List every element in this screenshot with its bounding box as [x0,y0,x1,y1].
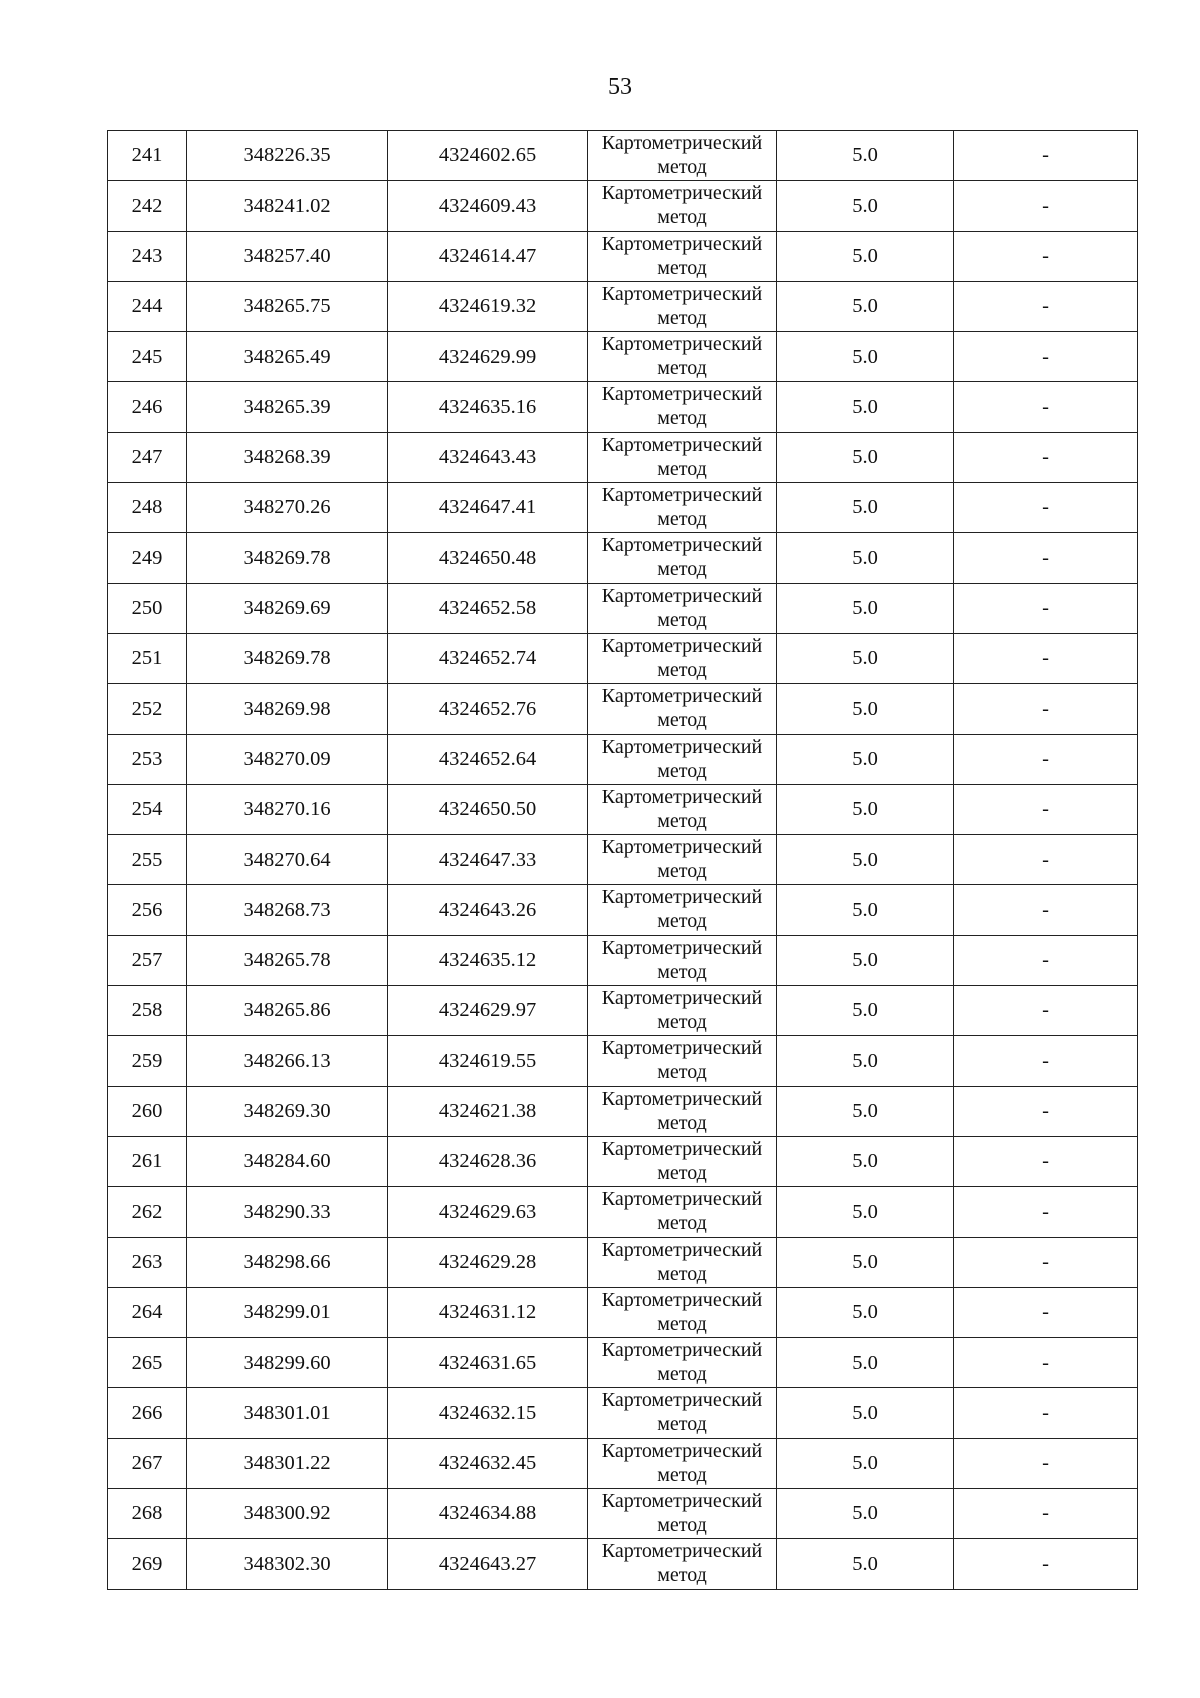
note-cell: - [954,1136,1138,1186]
x-coordinate-cell: 348299.01 [187,1287,388,1337]
method-cell [588,1187,777,1237]
point-number-cell: 261 [108,1136,187,1186]
x-coordinate-cell: 348301.22 [187,1438,388,1488]
method-text: метод [657,1413,707,1436]
method-text: Картометрический [601,333,763,356]
method-text: Картометрический [601,1238,763,1261]
y-coordinate-cell: 4324628.36 [388,1136,588,1186]
x-coordinate-cell: 348290.33 [187,1187,388,1237]
point-number-cell: 246 [108,382,187,432]
method-text: Картометрический [601,1137,763,1160]
method-text: Картометрический [601,1389,763,1412]
table-row [108,382,1138,432]
x-coordinate-cell: 348270.16 [187,784,388,834]
note-cell: - [954,1539,1138,1589]
accuracy-cell: 5.0 [777,533,954,583]
table-row [108,784,1138,834]
table-row [108,1438,1138,1488]
note-cell: - [954,131,1138,181]
point-number-cell: 243 [108,231,187,281]
x-coordinate-cell: 348268.73 [187,885,388,935]
method-text: Картометрический [601,1188,763,1211]
y-coordinate-cell: 4324621.38 [388,1086,588,1136]
method-cell [588,1438,777,1488]
method-text: Картометрический [601,1540,763,1563]
accuracy-cell: 5.0 [777,1489,954,1539]
method-text: Картометрический [601,634,763,657]
x-coordinate-cell: 348270.09 [187,734,388,784]
table-body [108,131,1138,1590]
x-coordinate-cell: 348300.92 [187,1489,388,1539]
accuracy-cell: 5.0 [777,935,954,985]
point-number-cell: 264 [108,1287,187,1337]
method-cell [588,483,777,533]
point-number-cell: 265 [108,1338,187,1388]
y-coordinate-cell: 4324635.12 [388,935,588,985]
note-cell: - [954,1187,1138,1237]
point-number-cell: 245 [108,332,187,382]
x-coordinate-cell: 348269.78 [187,633,388,683]
y-coordinate-cell: 4324643.27 [388,1539,588,1589]
point-number-cell: 255 [108,835,187,885]
table-row [108,181,1138,231]
accuracy-cell: 5.0 [777,583,954,633]
point-number-cell: 268 [108,1489,187,1539]
y-coordinate-cell: 4324631.12 [388,1287,588,1337]
point-number-cell: 266 [108,1388,187,1438]
y-coordinate-cell: 4324652.64 [388,734,588,784]
x-coordinate-cell: 348226.35 [187,131,388,181]
y-coordinate-cell: 4324643.26 [388,885,588,935]
table-row [108,1388,1138,1438]
table-row [108,281,1138,331]
point-number-cell: 259 [108,1036,187,1086]
method-cell [588,633,777,683]
y-coordinate-cell: 4324631.65 [388,1338,588,1388]
y-coordinate-cell: 4324619.55 [388,1036,588,1086]
table-row [108,483,1138,533]
accuracy-cell: 5.0 [777,181,954,231]
x-coordinate-cell: 348269.30 [187,1086,388,1136]
x-coordinate-cell: 348266.13 [187,1036,388,1086]
method-text: Картометрический [601,182,763,205]
point-number-cell: 247 [108,432,187,482]
y-coordinate-cell: 4324602.65 [388,131,588,181]
y-coordinate-cell: 4324609.43 [388,181,588,231]
method-text: метод [657,457,707,480]
y-coordinate-cell: 4324632.15 [388,1388,588,1438]
method-text: метод [657,658,707,681]
method-cell [588,835,777,885]
coordinates-table [107,130,1138,1590]
note-cell: - [954,1438,1138,1488]
method-cell [588,583,777,633]
point-number-cell: 241 [108,131,187,181]
note-cell: - [954,382,1138,432]
method-cell [588,734,777,784]
y-coordinate-cell: 4324652.58 [388,583,588,633]
method-text: метод [657,1011,707,1034]
accuracy-cell: 5.0 [777,885,954,935]
table-row [108,533,1138,583]
method-text: метод [657,1212,707,1235]
x-coordinate-cell: 348298.66 [187,1237,388,1287]
note-cell: - [954,1036,1138,1086]
method-text: метод [657,1363,707,1386]
accuracy-cell: 5.0 [777,1136,954,1186]
accuracy-cell: 5.0 [777,835,954,885]
note-cell: - [954,684,1138,734]
x-coordinate-cell: 348284.60 [187,1136,388,1186]
table-row [108,1036,1138,1086]
x-coordinate-cell: 348301.01 [187,1388,388,1438]
method-cell [588,1489,777,1539]
accuracy-cell: 5.0 [777,1388,954,1438]
accuracy-cell: 5.0 [777,734,954,784]
note-cell: - [954,281,1138,331]
accuracy-cell: 5.0 [777,1338,954,1388]
method-text: Картометрический [601,433,763,456]
x-coordinate-cell: 348269.78 [187,533,388,583]
y-coordinate-cell: 4324629.63 [388,1187,588,1237]
point-number-cell: 249 [108,533,187,583]
x-coordinate-cell: 348241.02 [187,181,388,231]
table-row [108,583,1138,633]
table-row [108,633,1138,683]
method-text: метод [657,960,707,983]
method-text: метод [657,156,707,178]
accuracy-cell: 5.0 [777,1036,954,1086]
method-cell [588,986,777,1036]
note-cell: - [954,1338,1138,1388]
y-coordinate-cell: 4324647.33 [388,835,588,885]
method-text: Картометрический [601,232,763,255]
note-cell: - [954,1086,1138,1136]
method-text: метод [657,709,707,732]
table-row [108,131,1138,181]
method-text: метод [657,558,707,581]
y-coordinate-cell: 4324632.45 [388,1438,588,1488]
method-text: Картометрический [601,785,763,808]
accuracy-cell: 5.0 [777,131,954,181]
method-text: Картометрический [601,936,763,959]
method-cell [588,432,777,482]
note-cell: - [954,1388,1138,1438]
note-cell: - [954,835,1138,885]
note-cell: - [954,885,1138,935]
y-coordinate-cell: 4324619.32 [388,281,588,331]
method-text: метод [657,910,707,933]
page-number: 53 [608,74,632,100]
note-cell: - [954,583,1138,633]
point-number-cell: 251 [108,633,187,683]
method-text: метод [657,1463,707,1486]
accuracy-cell: 5.0 [777,986,954,1036]
point-number-cell: 242 [108,181,187,231]
accuracy-cell: 5.0 [777,432,954,482]
method-cell [588,1036,777,1086]
method-text: Картометрический [601,1037,763,1060]
y-coordinate-cell: 4324652.74 [388,633,588,683]
x-coordinate-cell: 348265.49 [187,332,388,382]
method-cell [588,181,777,231]
method-text: метод [657,357,707,380]
method-text: Картометрический [601,484,763,507]
method-text: метод [657,608,707,631]
accuracy-cell: 5.0 [777,1287,954,1337]
method-text: Картометрический [601,1087,763,1110]
note-cell: - [954,1287,1138,1337]
x-coordinate-cell: 348270.64 [187,835,388,885]
method-cell [588,231,777,281]
note-cell: - [954,935,1138,985]
note-cell: - [954,784,1138,834]
x-coordinate-cell: 348268.39 [187,432,388,482]
note-cell: - [954,432,1138,482]
method-text: метод [657,306,707,329]
accuracy-cell: 5.0 [777,1539,954,1589]
note-cell: - [954,483,1138,533]
method-text: метод [657,1061,707,1084]
point-number-cell: 244 [108,281,187,331]
method-cell [588,935,777,985]
y-coordinate-cell: 4324650.50 [388,784,588,834]
method-text: метод [657,1312,707,1335]
method-text: Картометрический [601,1288,763,1311]
accuracy-cell: 5.0 [777,1187,954,1237]
method-text: метод [657,508,707,531]
y-coordinate-cell: 4324643.43 [388,432,588,482]
point-number-cell: 263 [108,1237,187,1287]
method-text: Картометрический [601,1439,763,1462]
point-number-cell: 248 [108,483,187,533]
method-cell [588,885,777,935]
table-row [108,684,1138,734]
note-cell: - [954,181,1138,231]
table-row [108,935,1138,985]
method-cell [588,1539,777,1589]
method-text: метод [657,1514,707,1537]
table-row [108,885,1138,935]
point-number-cell: 250 [108,583,187,633]
accuracy-cell: 5.0 [777,1438,954,1488]
point-number-cell: 269 [108,1539,187,1589]
point-number-cell: 260 [108,1086,187,1136]
method-text: Картометрический [601,836,763,859]
accuracy-cell: 5.0 [777,332,954,382]
y-coordinate-cell: 4324650.48 [388,533,588,583]
y-coordinate-cell: 4324629.28 [388,1237,588,1287]
method-cell [588,131,777,181]
method-text: метод [657,1564,707,1587]
accuracy-cell: 5.0 [777,281,954,331]
note-cell: - [954,1489,1138,1539]
method-cell [588,1287,777,1337]
note-cell: - [954,986,1138,1036]
x-coordinate-cell: 348265.75 [187,281,388,331]
x-coordinate-cell: 348302.30 [187,1539,388,1589]
method-text: метод [657,759,707,782]
y-coordinate-cell: 4324647.41 [388,483,588,533]
table-row [108,432,1138,482]
table-row [108,1237,1138,1287]
point-number-cell: 258 [108,986,187,1036]
table-row [108,1338,1138,1388]
point-number-cell: 254 [108,784,187,834]
method-text: метод [657,256,707,279]
point-number-cell: 253 [108,734,187,784]
method-cell [588,1338,777,1388]
x-coordinate-cell: 348265.78 [187,935,388,985]
table-row [108,835,1138,885]
y-coordinate-cell: 4324614.47 [388,231,588,281]
table-row [108,734,1138,784]
note-cell: - [954,633,1138,683]
method-cell [588,533,777,583]
note-cell: - [954,231,1138,281]
method-text: метод [657,206,707,229]
y-coordinate-cell: 4324634.88 [388,1489,588,1539]
table-row [108,231,1138,281]
x-coordinate-cell: 348257.40 [187,231,388,281]
y-coordinate-cell: 4324635.16 [388,382,588,432]
x-coordinate-cell: 348265.86 [187,986,388,1036]
method-text: Картометрический [601,534,763,557]
method-cell [588,1136,777,1186]
y-coordinate-cell: 4324629.97 [388,986,588,1036]
method-cell [588,1388,777,1438]
method-cell [588,1086,777,1136]
accuracy-cell: 5.0 [777,1086,954,1136]
accuracy-cell: 5.0 [777,231,954,281]
method-text: Картометрический [601,886,763,909]
x-coordinate-cell: 348270.26 [187,483,388,533]
accuracy-cell: 5.0 [777,784,954,834]
y-coordinate-cell: 4324652.76 [388,684,588,734]
method-text: Картометрический [601,132,763,154]
method-text: Картометрический [601,584,763,607]
method-text: метод [657,407,707,430]
accuracy-cell: 5.0 [777,1237,954,1287]
table-row [108,1136,1138,1186]
point-number-cell: 252 [108,684,187,734]
method-text: метод [657,1262,707,1285]
point-number-cell: 257 [108,935,187,985]
method-text: Картометрический [601,735,763,758]
table-row [108,1287,1138,1337]
note-cell: - [954,533,1138,583]
accuracy-cell: 5.0 [777,382,954,432]
accuracy-cell: 5.0 [777,684,954,734]
method-text: Картометрический [601,282,763,305]
y-coordinate-cell: 4324629.99 [388,332,588,382]
x-coordinate-cell: 348265.39 [187,382,388,432]
table-row [108,1086,1138,1136]
table-row [108,986,1138,1036]
method-cell [588,784,777,834]
point-number-cell: 262 [108,1187,187,1237]
method-cell [588,332,777,382]
x-coordinate-cell: 348269.98 [187,684,388,734]
method-text: Картометрический [601,383,763,406]
point-number-cell: 256 [108,885,187,935]
method-text: метод [657,860,707,883]
method-text: метод [657,1111,707,1134]
table-row [108,1539,1138,1589]
x-coordinate-cell: 348269.69 [187,583,388,633]
table-row [108,332,1138,382]
point-number-cell: 267 [108,1438,187,1488]
method-text: Картометрический [601,987,763,1010]
method-cell [588,382,777,432]
note-cell: - [954,734,1138,784]
method-text: Картометрический [601,1339,763,1362]
method-cell [588,684,777,734]
method-text: Картометрический [601,685,763,708]
note-cell: - [954,1237,1138,1287]
method-text: метод [657,809,707,832]
method-text: Картометрический [601,1490,763,1513]
method-text: метод [657,1161,707,1184]
accuracy-cell: 5.0 [777,633,954,683]
x-coordinate-cell: 348299.60 [187,1338,388,1388]
method-cell [588,1237,777,1287]
accuracy-cell: 5.0 [777,483,954,533]
note-cell: - [954,332,1138,382]
table-row [108,1489,1138,1539]
table-row [108,1187,1138,1237]
method-cell [588,281,777,331]
